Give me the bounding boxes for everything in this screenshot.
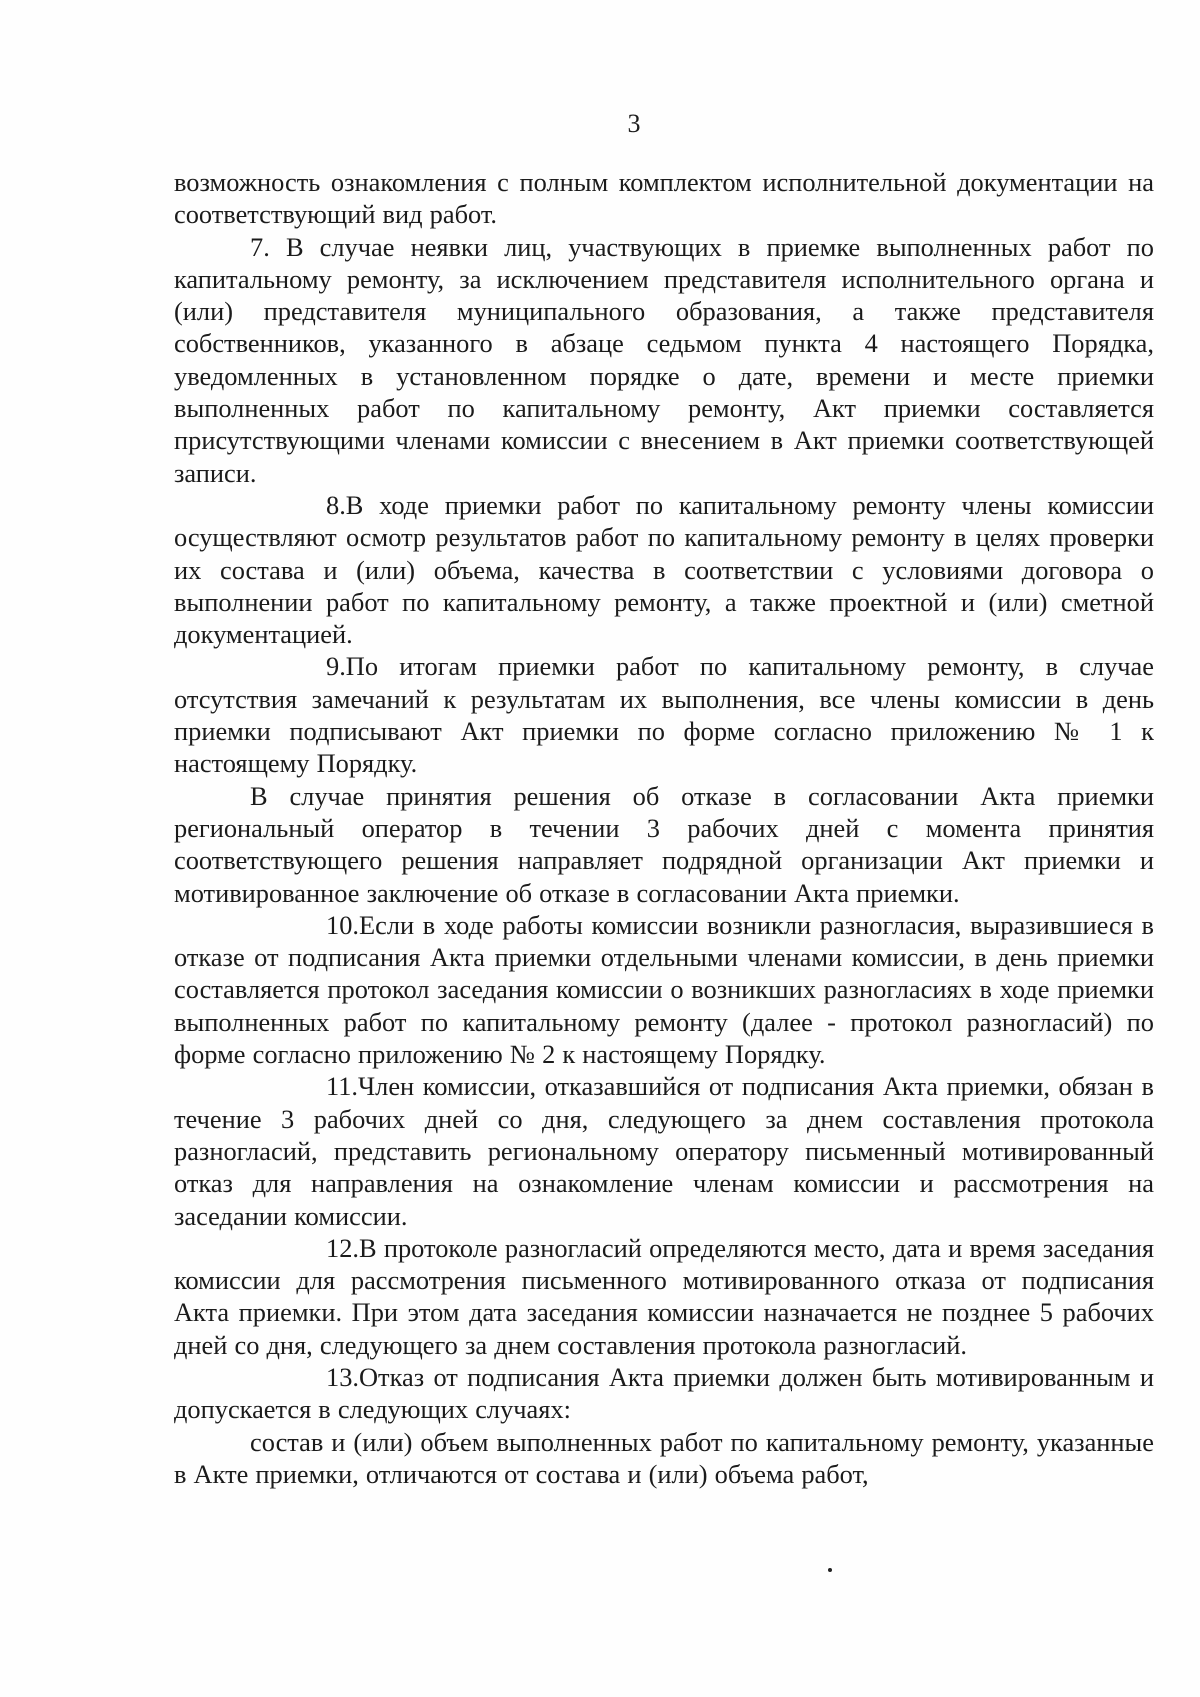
paragraph-text: В протоколе разногласий определяются место, дата и время заседания комиссии для рассмотрения письменного мотивированного отказа от подписания Акта приемки. При этом дата заседания комиссии назначается не позднее 5 рабочих дней со дня, следующего за днем составления протокола разногласий.: [174, 1232, 1154, 1360]
paragraph-7: [174, 231, 1154, 489]
paragraph-13-item: [174, 1426, 1154, 1491]
scan-dot-mark: [828, 1568, 832, 1572]
paragraph-number: 10.: [326, 909, 359, 940]
paragraph-text: В случае неявки лиц, участвующих в приемке выполненных работ по капитальному ремонту, за исключением представителя исполнительного органа и (или) представителя муниципального образования, а также представителя собственников, указанного в абзаце седьмом пункта 4 настоящего Порядка, уведомленных в установленном порядке о дате, времени и месте приемки выполненных работ по капитальному ремонту, Акт приемки составляется присутствующими членами комиссии с внесением в Акт приемки соответствующей записи.: [174, 231, 1154, 488]
paragraph-number: 12.: [326, 1232, 359, 1263]
paragraph-13: [174, 1361, 1154, 1426]
paragraph-9-continued: [174, 780, 1154, 909]
paragraph-9: [174, 650, 1154, 779]
paragraph-8: [174, 489, 1154, 650]
paragraph-number: 13.: [326, 1361, 359, 1392]
paragraph-text: Член комиссии, отказавшийся от подписания Акта приемки, обязан в течение 3 рабочих дней со дня, следующего за днем составления протокола разногласий, представить региональному оператору письменный мотивированный отказ для направления на ознакомление членам комиссии и рассмотрения на заседании комиссии.: [174, 1071, 1154, 1231]
paragraph-continuation: [174, 166, 1154, 231]
paragraph-text: Отказ от подписания Акта приемки должен быть мотивированным и допускается в следующих случаях:: [174, 1361, 1154, 1425]
paragraph-number: 11.: [326, 1071, 359, 1102]
document-body: [174, 166, 1154, 1490]
paragraph-11: [174, 1070, 1154, 1231]
paragraph-text: Если в ходе работы комиссии возникли разногласия, выразившиеся в отказе от подписания Акта приемки отдельными членами комиссии, в день приемки составляется протокол заседания комиссии о возникших разногласиях в ходе приемки выполненных работ по капитальному ремонту (далее - протокол разногласий) по форме согласно приложению № 2 к настоящему Порядку.: [174, 909, 1154, 1070]
paragraph-text: состав и (или) объем выполненных работ по капитальному ремонту, указанные в Акте приемки, отличаются от состава и (или) объема работ,: [174, 1426, 1154, 1489]
paragraph-number: 8.: [326, 489, 346, 520]
paragraph-number: 9.: [326, 651, 346, 682]
page-number: 3: [627, 109, 641, 138]
paragraph-12: [174, 1232, 1154, 1361]
paragraph-text: возможность ознакомления с полным комплектом исполнительной документации на соответствующий вид работ.: [174, 167, 1154, 230]
paragraph-10: [174, 909, 1154, 1070]
paragraph-number: 7.: [250, 231, 270, 262]
paragraph-text: В ходе приемки работ по капитальному ремонту члены комиссии осуществляют осмотр результатов работ по капитальному ремонту в целях проверки их состава и (или) объема, качества в соответствии с условиями договора о выполнении работ по капитальному ремонту, а также проектной и (или) сметной документацией.: [174, 489, 1154, 650]
paragraph-text: В случае принятия решения об отказе в согласовании Акта приемки региональный оператор в течении 3 рабочих дней с момента принятия соответствующего решения направляет подрядной организации Акт приемки и мотивированное заключение об отказе в согласовании Акта приемки.: [174, 780, 1154, 908]
paragraph-text: По итогам приемки работ по капитальному ремонту, в случае отсутствия замечаний к результатам их выполнения, все члены комиссии в день приемки подписывают Акт приемки по форме согласно приложению № 1 к настоящему Порядку.: [174, 651, 1154, 779]
